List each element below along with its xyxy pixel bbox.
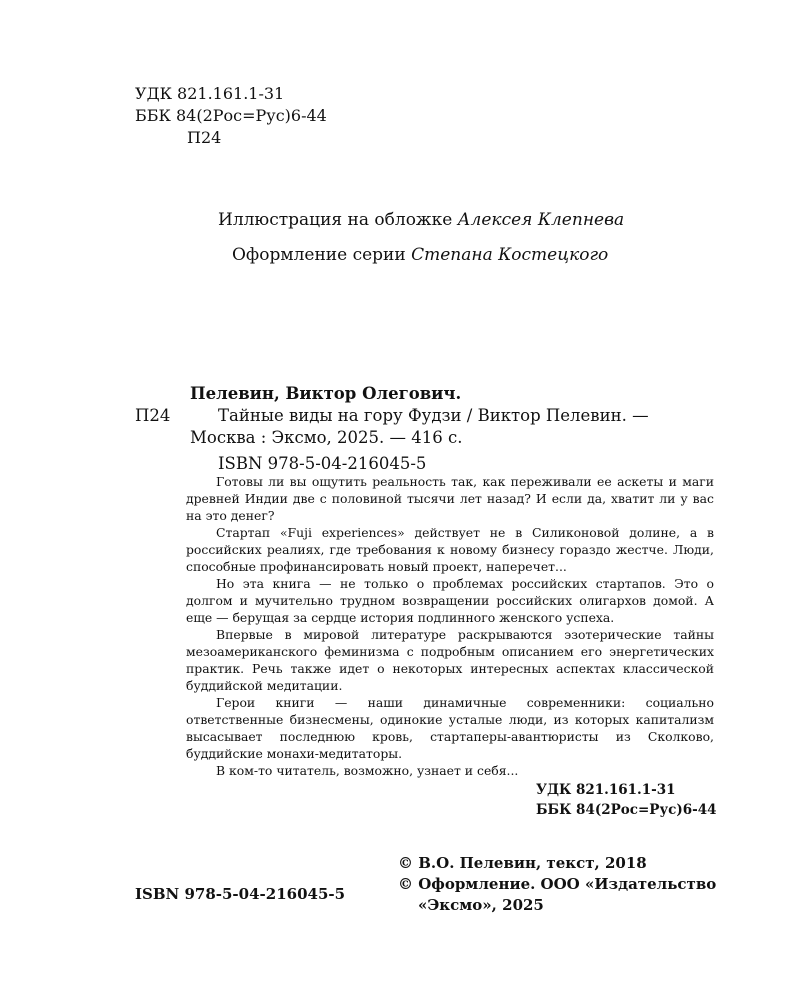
series-credit-name: Степана Костецкого [411, 245, 609, 265]
entry-publication-line: Москва : Эксмо, 2025. — 416 с. [190, 428, 463, 447]
isbn-bottom: ISBN 978-5-04-216045-5 [135, 885, 346, 903]
classification-block [135, 83, 327, 149]
copyright-text: © В.О. Пелевин, текст, 2018 [398, 854, 647, 872]
annotation-paragraph: В ком-то читатель, возможно, узнает и себя... [216, 763, 519, 778]
annotation [186, 473, 714, 779]
series-credit-prefix: Оформление серии [232, 245, 406, 265]
annotation-paragraph: Стартап «Fuji experiences» действует не в Силиконовой долине, а в российских реалиях, где требования к новому бизнесу гораздо жестче. Люди, способные профинансировать новый проект, наперечет... [186, 525, 714, 574]
author-mark: П24 [187, 128, 222, 147]
copyright-design: © Оформление. ООО «Издательство [398, 875, 717, 893]
annotation-paragraph: Впервые в мировой литературе раскрываются эзотерические тайны мезоамериканского феминизма с подробным описанием его энергетических практик. Речь также идет о некоторых интересных аспектах классической буддийской медитации. [186, 627, 714, 693]
entry-title-line: Тайные виды на гору Фудзи / Виктор Пелевин. — [218, 406, 649, 425]
entry-mark: П24 [135, 406, 171, 425]
copyright-design-cont: «Эксмо», 2025 [418, 896, 544, 914]
author-heading: Пелевин, Виктор Олегович. [190, 384, 462, 403]
copyright-block [398, 853, 716, 916]
entry-isbn: ISBN 978-5-04-216045-5 [218, 454, 427, 473]
cover-credit [218, 210, 624, 230]
cover-credit-prefix: Иллюстрация на обложке [218, 210, 453, 230]
bbk-code: ББК 84(2Рос=Рус)6-44 [135, 106, 327, 125]
bbk-code-right: ББК 84(2Рос=Рус)6-44 [536, 802, 717, 818]
annotation-paragraph: Готовы ли вы ощутить реальность так, как переживали ее аскеты и маги древней Индии две с половиной тысячи лет назад? И если да, хватит ли у вас на это денег? [186, 474, 714, 523]
cover-credit-name: Алексея Клепнева [457, 210, 625, 230]
classification-codes-right [536, 780, 717, 820]
series-credit [232, 245, 608, 265]
annotation-paragraph: Но эта книга — не только о проблемах российских стартапов. Это о долгом и мучительно трудном возвращении российских олигархов домой. А еще — берущая за сердце история подлинного женского успеха. [186, 576, 714, 625]
udk-code: УДК 821.161.1-31 [135, 84, 285, 103]
udk-code-right: УДК 821.161.1-31 [536, 782, 676, 798]
annotation-paragraph: Герои книги — наши динамичные современники: социально ответственные бизнесмены, одинокие усталые люди, из которых капитализм высасывает последнюю кровь, стартаперы-авантюристы из Сколково, буддийские монахи-медитаторы. [186, 695, 714, 761]
